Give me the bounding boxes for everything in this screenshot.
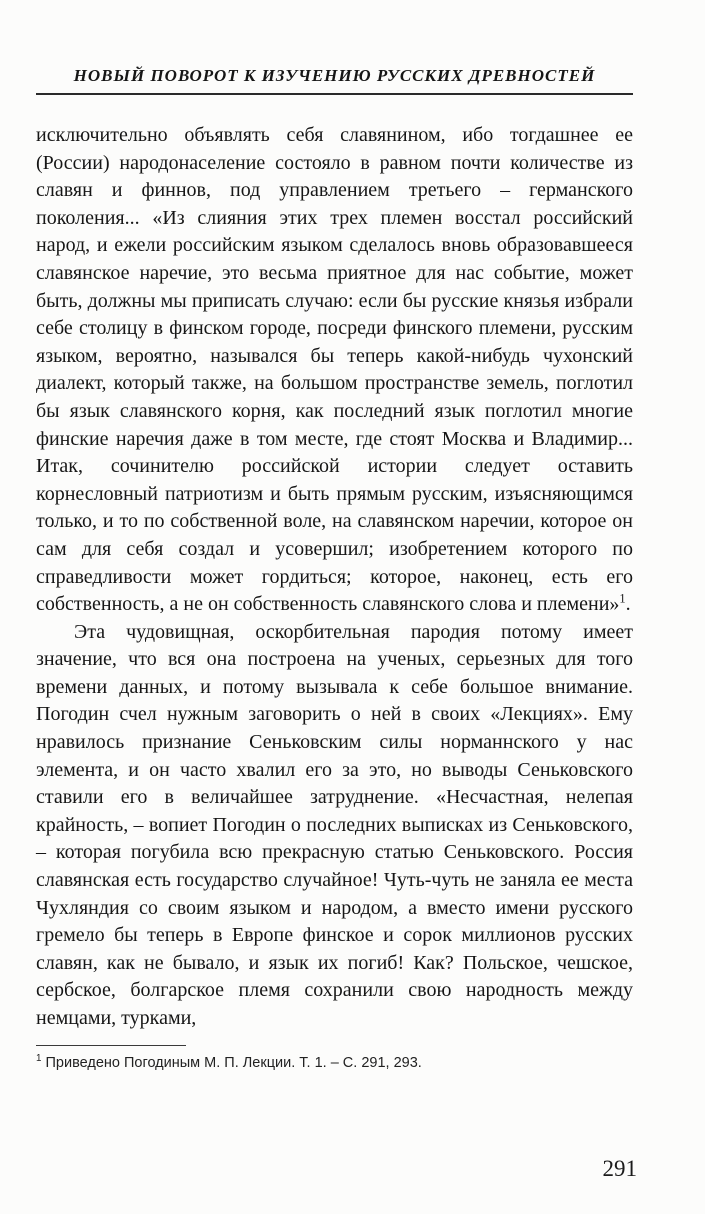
paragraph-1-tail: . (625, 593, 631, 616)
footnote-reference: 1 (619, 591, 626, 606)
paragraph-2: Эта чудовищная, оскорбительная пародия потому имеет значение, что вся она построена на ученых, серьезных для того времени данных, и потому вызывала к себе большое внимание. Погодин счел нужным заговорить о ней в своих «Лекциях». Ему нравилось признание Сеньковским силы норманнского у нас элемента, и он часто хвалил его за это, но выводы Сеньковского ставили его в величайшее затруднение. «Несчастная, нелепая крайность, – вопиет Погодин о последних выписках из Сеньковского, – которая погубила всю прекрасную статью Сеньковского. Россия славянская есть государство случайное! Чуть-чуть не заняла ее места Чухляндия со своим языком и народом, а вместо имени русского гремело бы теперь в Европе финское и сорок миллионов русских славян, как не бывало, и язык их погиб! Как? Польское, чешское, сербское, болгарское племя сохранили свою народность между немцами, турками, (36, 620, 633, 1029)
footnote-block (36, 1045, 633, 1073)
page-number: 291 (602, 1156, 637, 1181)
paragraph-1 (36, 122, 633, 619)
paragraph-1-text: исключительно объявлять себя славянином, ибо тогдашнее ее (России) народонаселение состояло в равном почти количестве из славян и финнов, под управлением третьего – германского поколения... «Из слияния этих трех племен восстал российский народ, и ежели российским языком сделалось вновь образовавшееся славянское наречие, это весьма приятное для нас событие, может быть, должны мы приписать случаю: если бы русские князья избрали себе столицу в финском городе, посреди финского племени, русским языком, вероятно, назывался бы теперь какой-нибудь чухонский диалект, который также, на большом пространстве земель, поглотил бы язык славянского корня, как последний язык поглотил многие финские наречия даже в том месте, где стоят Москва и Владимир... Итак, сочинителю российской истории следует оставить корнесловный патриотизм и быть прямым русским, изъясняющимся только, и то по собственной воле, на славянском наречии, которое он сам для себя создал и усовершил; изобретением которого по справедливости может гордиться; которое, наконец, есть его собственность, а не он собственность славянского слова и племени» (36, 124, 633, 616)
footnote-marker: 1 (36, 1052, 42, 1064)
footnote (36, 1046, 633, 1073)
footnote-text: Приведено Погодиным М. П. Лекции. Т. 1. – С. 291, 293. (45, 1054, 422, 1071)
running-header-title: НОВЫЙ ПОВОРОТ К ИЗУЧЕНИЮ РУССКИХ ДРЕВНОСТЕЙ (73, 66, 596, 85)
running-header (36, 66, 633, 95)
page-body (36, 122, 633, 1033)
